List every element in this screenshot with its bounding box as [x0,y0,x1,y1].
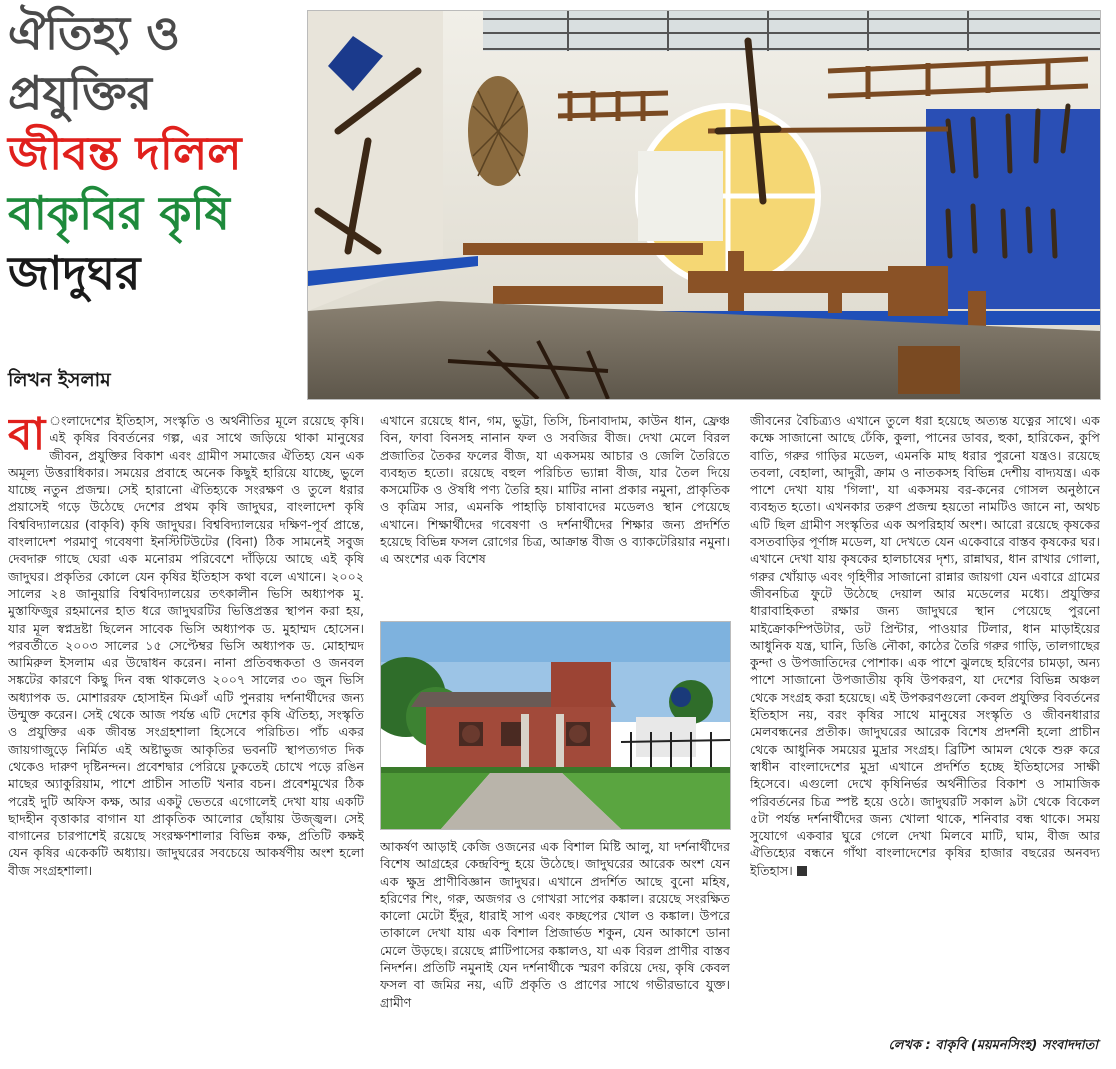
article-text-2b: আকর্ষণ আড়াই কেজি ওজনের এক বিশাল মিষ্টি আলু, যা দর্শনার্থীদের বিশেষ আগ্রহের কেন্দ্রবিন্দু হয়ে উঠেছে। জাদুঘরের আরেক অংশ যেন এক ক্ষুদ্র প্রাণীবিজ্ঞান জাদুঘর। এখানে প্রদর্শিত আছে বুনো মহিষ, হরিণের শিং, গরু, অজগর ও গোখরা সাপের কঙ্কাল। রয়েছে সংরক্ষিত কালো মেটো ইঁদুর, ধারাই সাপ এবং কচ্ছপের খোল ও কঙ্কাল। উপরে তাকালে দেখা যায় এক বিশাল প্রিজার্ভড শকুন, যেন আকাশে ডানা মেলে উড়ছে। রয়েছে প্লাটিপাসের কঙ্কালও, যা এক বিরল প্রাণীর বাস্তব নিদর্শন। প্রতিটি নমুনাই যেন দর্শনার্থীকে স্মরণ করিয়ে দেয়, কৃষি কেবল ফসল বা জমির নয়, এটি প্রকৃতি ও প্রাণের সাথে গভীরভাবে যুক্ত। গ্রামীণ [380,839,730,1010]
author-credit: লেখক : বাকৃবি (ময়মনসিংহ) সংবাদদাতা [888,1038,1098,1053]
article-column-2-top [380,412,730,617]
museum-building-photo [380,621,731,830]
dropcap: বা [8,412,46,460]
headline-line-4: বাকৃবির কৃষি [8,186,230,240]
article-column-2-bottom [380,838,730,1064]
museum-interior-photo [307,10,1101,400]
article-column-1 [8,412,364,1062]
headline-line-5: জাদুঘর [8,246,141,300]
headline-line-3: জীবন্ত দলিল [8,126,242,180]
headline-line-2: প্রযুক্তির [8,66,152,120]
article-text-3: জীবনের বৈচিত্র্যও এখানে তুলে ধরা হয়েছে অত্যন্ত যত্নের সাথে। এক কক্ষে সাজানো আছে ঢেঁকি, কুলা, পানের ডাবর, হুকা, হারিকেন, কুপি বাতি, গরুর গাড়ির মডেল, এমনকি মাছ ধরার পুরনো যন্ত্রও। রয়েছে তবলা, বেহালা, আদুরী, ক্রাম ও নাতকসহ বিভিন্ন দেশীয় বাদ্যযন্ত্র। এক পাশে দেখা যায় 'গিলা', যা একসময় বর-কনের গোসল অনুষ্ঠানে ব্যবহৃত হতো। এখনকার তরুণ প্রজন্ম হয়তো নামটিও জানে না, অথচ এটি ছিল গ্রামীণ সংস্কৃতির এক অপরিহার্য অংশ। আরো রয়েছে কৃষকের বসতবাড়ির পূর্ণাঙ্গ মডেল, যা দেখতে যেন একেবারে বাস্তব কৃষকের ঘর। এখানে দেখা যায় কৃষকের হালচাষের দৃশ্য, রান্নাঘর, ধান রাখার গোলা, গরুর খোঁয়াড় এবং গৃহিণীর সাজানো রান্নার জায়গা যেন এবারে গ্রামের জীবনচিত্র ফুটে উঠেছে দেয়াল আর মডেলের মধ্যে। প্রযুক্তির ধারাবাহিকতা রক্ষার জন্য জাদুঘরে স্থান পেয়েছে পুরনো মাইক্রোকম্পিউটার, ডট প্রিন্টার, পাওয়ার টিলার, ধান মাড়াইয়ের আধুনিক যন্ত্র, ঘানি, ডিঙি নৌকা, কাঠের তৈরি গরুর গাড়ি, তালগাছের কুন্দা ও উপজাতিদের পোশাক। এক পাশে ঝুলছে হরিণের চামড়া, অন্য পাশে সাজানো উপজাতীয় কৃষি উপকরণ, যা দেশের বিভিন্ন অঞ্চল থেকে সংগ্রহ করা হয়েছে। এই উপকরণগুলো কেবল প্রযুক্তির বিবর্তনের ইতিহাস নয়, বরং কৃষির সাথে মানুষের সংস্কৃতি ও জীবনধারার মেলবন্ধনের প্রতীক। জাদুঘরের আরেক বিশেষ প্রদর্শনী হলো প্রাচীন থেকে আধুনিক সময়ের মুদ্রার সংগ্রহ। ব্রিটিশ আমল থেকে শুরু করে স্বাধীন বাংলাদেশের মুদ্রা এখানে প্রদর্শিত হচ্ছে ইতিহাসের সাক্ষী হিসেবে। এগুলো দেখে কৃষিনির্ভর অর্থনীতির বিকাশ ও সামাজিক পরিবর্তনের চিত্র স্পষ্ট হয়ে ওঠে। জাদুঘরটি সকাল ৯টা থেকে বিকেল ৫টা পর্যন্ত দর্শনার্থীদের জন্য খোলা থাকে, শনিবার বন্ধ থাকে। সময় সুযোগে একবার ঘুরে গেলে দেখা মিলবে মাটি, ঘাম, বীজ আর ঐতিহ্যের বন্ধনে গাঁথা বাংলাদেশের কৃষির হাজার বছরের অনবদ্য ইতিহাস। [750,413,1100,878]
end-mark [797,866,807,876]
article-text-2a: এখানে রয়েছে ধান, গম, ভুট্টা, তিসি, চিনাবাদাম, কাউন ধান, ফ্রেঞ্চ বিন, ফাবা বিনসহ নানান ফল ও সবজির বীজ। দেখা মেলে বিরল প্রজাতির তৈকর ফলের বীজ, যা একসময় আচার ও জেলি তৈরিতে ব্যবহৃত হতো। রয়েছে বহুল পরিচিত ভ্যান্না বীজ, যার তৈল দিয়ে কসমেটিক ও ঔষধি পণ্য তৈরি হয়। মাটির নানা প্রকার নমুনা, প্রাকৃতিক ও কৃত্রিম সার, এমনকি পাহাড়ি চাষাবাদের মডেলও স্থান পেয়েছে এখানে। শিক্ষার্থীদের গবেষণা ও দর্শনার্থীদের শিক্ষার জন্য প্রদর্শিত হয়েছে বিভিন্ন ফসল রোগের চিত্র, আক্রান্ত বীজ ও ব্যাকটেরিয়ার নমুনা। এ অংশের এক বিশেষ [380,413,730,567]
article-column-3 [750,412,1100,1040]
headline [8,6,308,300]
headline-line-1: ঐতিহ্য ও [8,6,181,60]
article-text-1: ংলাদেশের ইতিহাস, সংস্কৃতি ও অর্থনীতির মূলে রয়েছে কৃষি। এই কৃষির বিবর্তনের গল্প, এর সাথে জড়িয়ে থাকা মানুষের জীবন, প্রযুক্তির বিকাশ এবং গ্রামীণ সমাজের ঐতিহ্য যেন এক অমূল্য উত্তরাধিকার। সময়ের প্রবাহে অনেক কিছুই হারিয়ে যাচ্ছে, ভুলে যাচ্ছে নতুন প্রজন্ম। সেই হারানো ঐতিহ্যকে সংরক্ষণ ও তুলে ধরার প্রয়াসেই গড়ে উঠেছে দেশের প্রথম কৃষি জাদুঘর, বাংলাদেশ কৃষি বিশ্ববিদ্যালয়ের (বাকৃবি) কৃষি জাদুঘর। বিশ্ববিদ্যালয়ের দক্ষিণ-পূর্ব প্রান্তে, বাংলাদেশ পরমাণু গবেষণা ইনস্টিটিউটের (বিনা) ঠিক সামনেই সবুজ দেবদারু গাছে ঘেরা এক মনোরম পরিবেশে দাঁড়িয়ে আছে এই কৃষি জাদুঘর। প্রকৃতির কোলে যেন কৃষির ইতিহাস কথা বলে এখানে। ২০০২ সালের ২৪ জানুয়ারি বিশ্ববিদ্যালয়ের তৎকালীন ভিসি অধ্যাপক মু. মুস্তাফিজুর রহমানের হাত ধরে জাদুঘরটির ভিত্তিপ্রস্তর স্থাপন করা হয়, যার মূল স্বপ্নদ্রষ্টা ছিলেন সাবেক ভিসি অধ্যাপক ড. মুহাম্মদ হোসেন। পরবর্তীতে ২০০৩ সালের ১৫ সেপ্টেম্বর ভিসি অধ্যাপক ড. মোহাম্মদ আমিরুল ইসলাম এর উদ্বোধন করেন। নানা প্রতিবন্ধকতা ও জনবল সঙ্কটের কারণে কিছু দিন বন্ধ থাকলেও ২০০৭ সালের ৩০ জুন ভিসি অধ্যাপক ড. মোশাররফ হোসাইন মিঞাঁ এটি পুনরায় দর্শনার্থীদের জন্য উন্মুক্ত করেন। সেই থেকে আজ পর্যন্ত এটি দেশের কৃষি ঐতিহ্য, সংস্কৃতি ও প্রযুক্তির এক জীবন্ত সংগ্রহশালা হিসেবে পরিচিত। পাঁচ একর জায়গাজুড়ে নির্মিত এই অষ্টাভুজ আকৃতির ভবনটি স্থাপত্যগত দিক থেকেও দারুণ দৃষ্টিনন্দন। প্রবেশদ্বার পেরিয়ে ঢুকতেই চোখে পড়ে রঙিন মাছের অ্যাকুরিয়াম, পাশে প্রাচীন সাতটি খনার বচন। প্রবেশমুখের ঠিক পরেই দুটি অফিস কক্ষ, আর একটু ভেতরে এগোলেই দেখা যায় একটি ছাদহীন বৃত্তাকার বাগান যা প্রাকৃতিক আলোর ছোঁয়ায় উজ্জ্বল। সেই বাগানের চারপাশেই রয়েছে সংরক্ষণশালার বিভিন্ন কক্ষ, প্রতিটি কক্ষই যেন কৃষির একেকটি অধ্যায়। জাদুঘরের সবচেয়ে আকর্ষণীয় অংশ হলো বীজ সংগ্রহশালা। [8,413,364,878]
byline: লিখন ইসলাম [8,369,111,391]
